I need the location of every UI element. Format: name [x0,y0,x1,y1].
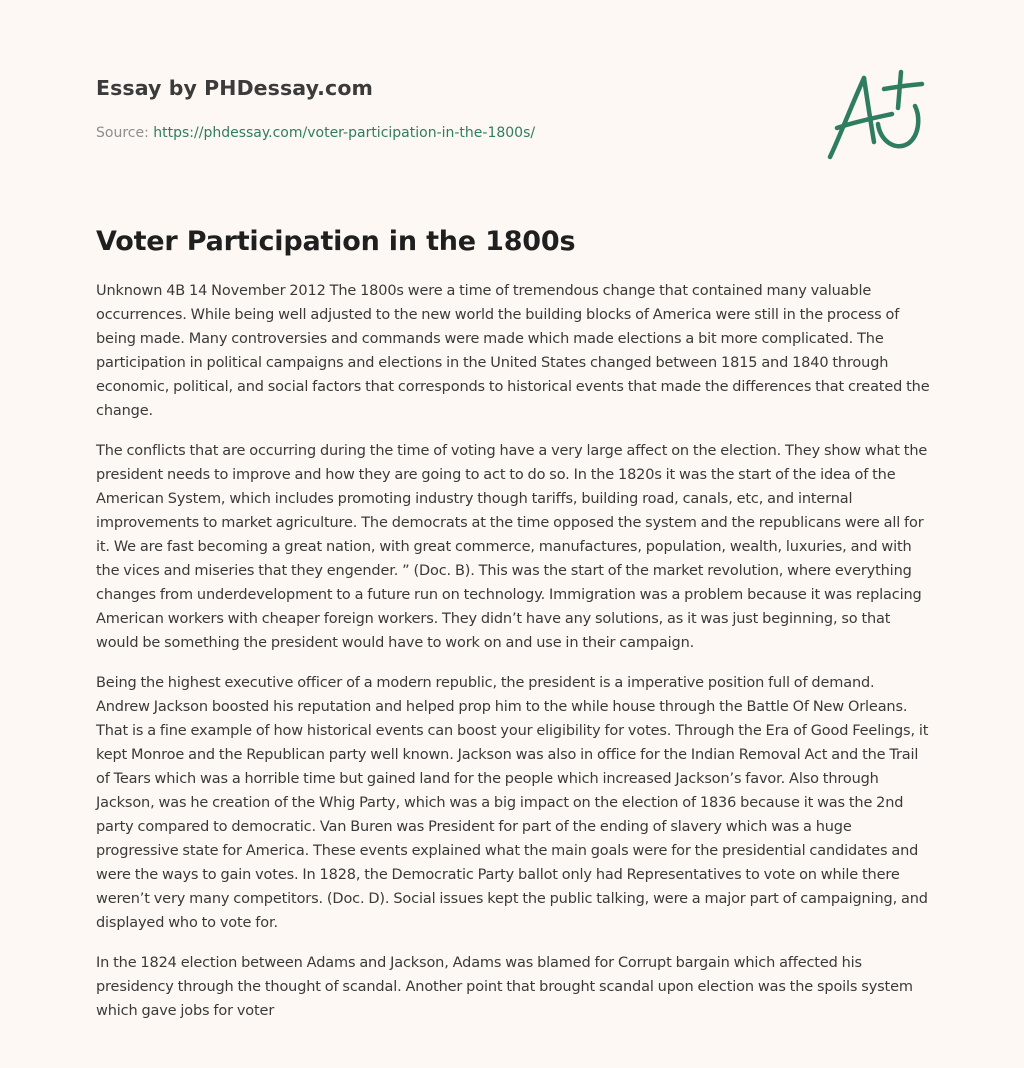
article-paragraph: Being the highest executive officer of a modern republic, the president is a imperative position full of demand. Andrew Jackson boosted his reputation and helped prop him to the while house through the Battle Of New Orleans. That is a fine example of how historical events can boost your eligibility for votes. Through the Era of Good Feelings, it kept Monroe and the Republican party well known. Jackson was also in office for the Indian Removal Act and the Trail of Tears which was a horrible time but gained land for the people which increased Jackson’s favor. Also through Jackson, was he creation of the Whig Party, which was a big impact on the election of 1836 because it was the 2nd party compared to democratic. Van Buren was President for part of the ending of slavery which was a huge progressive state for America. These events explained what the main goals were for the presidential candidates and were the ways to gain votes. In 1828, the Democratic Party ballot only had Representatives to vote on while there weren’t very many competitors. (Doc. D). Social issues kept the public talking, were a major part of campaigning, and displayed who to vote for. [96,675,929,931]
article [96,226,930,1039]
source-line [96,125,535,141]
source-link[interactable]: https://phdessay.com/voter-participation-in-the-1800s/ [153,125,536,141]
article-title: Voter Participation in the 1800s [96,226,576,257]
site-title: Essay by PHDessay.com [96,76,373,100]
a-plus-grade-icon [820,66,930,166]
article-paragraph: Unknown 4B 14 November 2012 The 1800s were a time of tremendous change that contained many valuable occurrences. While being well adjusted to the new world the building blocks of America were still in the process of being made. Many controversies and commands were made which made elections a bit more complicated. The participation in political campaigns and elections in the United States changed between 1815 and 1840 through economic, political, and social factors that corresponds to historical events that made the differences that created the change. [96,283,930,419]
source-label: Source: [96,125,149,141]
site-header [96,76,928,141]
article-paragraph: In the 1824 election between Adams and Jackson, Adams was blamed for Corrupt bargain which affected his presidency through the thought of scandal. Another point that brought scandal upon election was the spoils system which gave jobs for voter [96,955,913,1019]
article-paragraph: The conflicts that are occurring during the time of voting have a very large affect on the election. They show what the president needs to improve and how they are going to act to do so. In the 1820s it was the start of the idea of the American System, which includes promoting industry though tariffs, building road, canals, etc, and internal improvements to market agriculture. The democrats at the time opposed the system and the republicans were all for it. We are fast becoming a great nation, with great commerce, manufactures, population, wealth, luxuries, and with the vices and miseries that they engender. ” (Doc. B). This was the start of the market revolution, where everything changes from underdevelopment to a future run on technology. Immigration was a problem because it was replacing American workers with cheaper foreign workers. They didn’t have any solutions, as it was just beginning, so that would be something the president would have to work on and use in their campaign. [96,443,928,651]
